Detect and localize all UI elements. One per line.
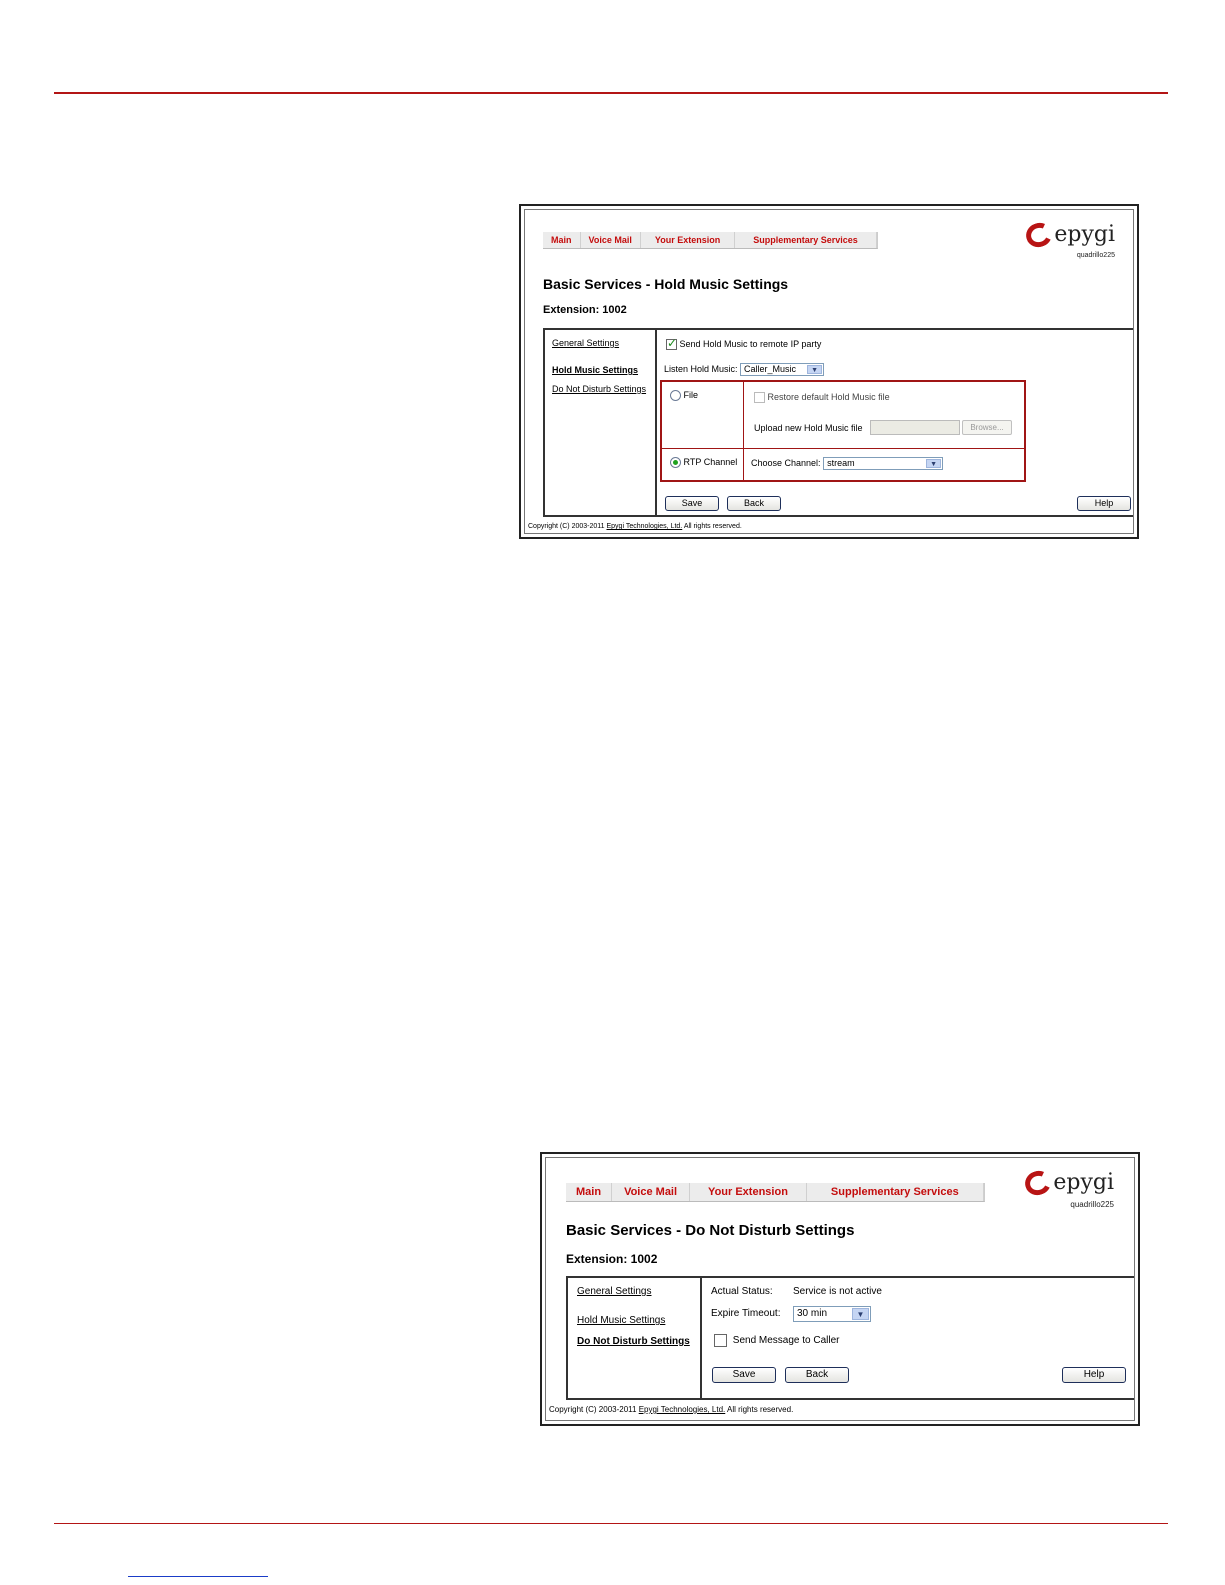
listen-hold-music-select[interactable] [740, 363, 824, 376]
settings-panel [543, 328, 1133, 517]
choose-channel-value: stream [827, 458, 855, 468]
actual-status-label: Actual Status: [711, 1286, 773, 1297]
listen-hold-music-label: Listen Hold Music: [664, 363, 738, 374]
nav-do-not-disturb-settings[interactable]: Do Not Disturb Settings [552, 384, 647, 394]
rtp-option [670, 457, 737, 468]
epygi-logo [1026, 222, 1115, 259]
header-rule [54, 92, 1168, 94]
copyright-link[interactable]: Epygi Technologies, Ltd. [606, 523, 683, 530]
tab-main[interactable]: Main [566, 1183, 612, 1201]
expire-timeout-label: Expire Timeout: [711, 1308, 781, 1319]
tab-your-extension[interactable]: Your Extension [690, 1183, 807, 1201]
copyright-text: Copyright (C) 2003-2011 [528, 523, 605, 530]
tab-supplementary-services[interactable]: Supplementary Services [735, 232, 877, 248]
do-not-disturb-screenshot [540, 1152, 1140, 1426]
logo-wordmark: epygi [1054, 222, 1115, 247]
top-tab-bar [566, 1183, 985, 1202]
expire-timeout-select[interactable] [793, 1306, 871, 1322]
settings-content [702, 1278, 1134, 1398]
file-option-label: File [683, 390, 699, 400]
send-hold-music-label: Send Hold Music to remote IP party [679, 339, 822, 349]
left-navigation [568, 1278, 702, 1398]
chevron-down-icon: ▼ [926, 459, 941, 468]
restore-default-row [754, 392, 890, 403]
copyright-text: Copyright (C) 2003-2011 [549, 1405, 637, 1414]
rtp-channel-label: RTP Channel [683, 457, 738, 467]
rtp-channel-radio[interactable] [670, 457, 681, 468]
chevron-down-icon: ▼ [852, 1308, 869, 1320]
file-option [670, 390, 698, 401]
browse-button[interactable]: Browse... [962, 420, 1012, 435]
nav-general-settings[interactable]: General Settings [552, 338, 620, 348]
epygi-logo [1025, 1170, 1114, 1209]
footer-link-underline[interactable] [128, 1576, 268, 1577]
copyright [528, 523, 742, 530]
expire-timeout-value: 30 min [797, 1308, 828, 1319]
screenshot-frame [524, 209, 1134, 534]
chevron-down-icon: ▼ [807, 365, 822, 374]
help-button[interactable]: Help [1062, 1367, 1126, 1383]
epygi-swirl-icon [1023, 219, 1056, 250]
tab-your-extension[interactable]: Your Extension [641, 232, 735, 248]
listen-hold-music-value: Caller_Music [744, 364, 797, 374]
tab-voice-mail[interactable]: Voice Mail [581, 232, 641, 248]
footer-rule [54, 1523, 1168, 1524]
hold-music-screenshot [519, 204, 1139, 539]
file-radio[interactable] [670, 390, 681, 401]
tab-voice-mail[interactable]: Voice Mail [612, 1183, 690, 1201]
settings-content [657, 330, 1133, 515]
back-button[interactable]: Back [727, 496, 781, 511]
tab-main[interactable]: Main [543, 232, 581, 248]
choose-channel-row [751, 457, 943, 470]
help-button[interactable]: Help [1077, 496, 1131, 511]
actual-status-value: Service is not active [793, 1286, 882, 1297]
restore-default-checkbox[interactable] [754, 392, 765, 403]
settings-panel [566, 1276, 1134, 1400]
nav-general-settings[interactable]: General Settings [577, 1286, 652, 1297]
logo-wordmark: epygi [1053, 1170, 1114, 1195]
copyright-rights: All rights reserved. [683, 523, 742, 530]
send-message-row [714, 1334, 840, 1347]
tab-supplementary-services[interactable]: Supplementary Services [807, 1183, 984, 1201]
choose-channel-label: Choose Channel: [751, 457, 821, 468]
copyright [549, 1405, 793, 1414]
screenshot-frame [545, 1157, 1135, 1421]
choose-channel-select[interactable] [823, 457, 943, 470]
send-message-checkbox[interactable] [714, 1334, 727, 1347]
left-navigation [545, 330, 657, 515]
nav-hold-music-settings[interactable]: Hold Music Settings [577, 1315, 666, 1326]
expire-timeout-row [793, 1306, 871, 1322]
nav-hold-music-settings[interactable]: Hold Music Settings [552, 365, 639, 375]
logo-model: quadrillo225 [1076, 251, 1115, 259]
copyright-link[interactable]: Epygi Technologies, Ltd. [638, 1405, 726, 1414]
extension-label: Extension: 1002 [543, 304, 627, 316]
listen-hold-music-row [664, 363, 824, 376]
send-message-label: Send Message to Caller [732, 1335, 840, 1347]
page-title: Basic Services - Hold Music Settings [543, 276, 789, 292]
save-button[interactable]: Save [665, 496, 719, 511]
extension-label: Extension: 1002 [566, 1252, 658, 1266]
send-hold-music-checkbox[interactable] [666, 339, 677, 350]
top-tab-bar [543, 232, 878, 249]
epygi-swirl-icon [1022, 1167, 1055, 1198]
copyright-rights: All rights reserved. [727, 1405, 794, 1414]
page-title: Basic Services - Do Not Disturb Settings [566, 1222, 855, 1239]
nav-do-not-disturb-settings[interactable]: Do Not Disturb Settings [577, 1336, 690, 1347]
upload-file-input[interactable] [870, 420, 960, 435]
back-button[interactable]: Back [785, 1367, 849, 1383]
logo-model: quadrillo225 [1070, 1199, 1114, 1209]
send-hold-music-row [666, 339, 821, 350]
upload-label: Upload new Hold Music file [754, 423, 863, 433]
save-button[interactable]: Save [712, 1367, 776, 1383]
restore-default-label: Restore default Hold Music file [767, 392, 890, 402]
music-source-table [660, 380, 1026, 482]
